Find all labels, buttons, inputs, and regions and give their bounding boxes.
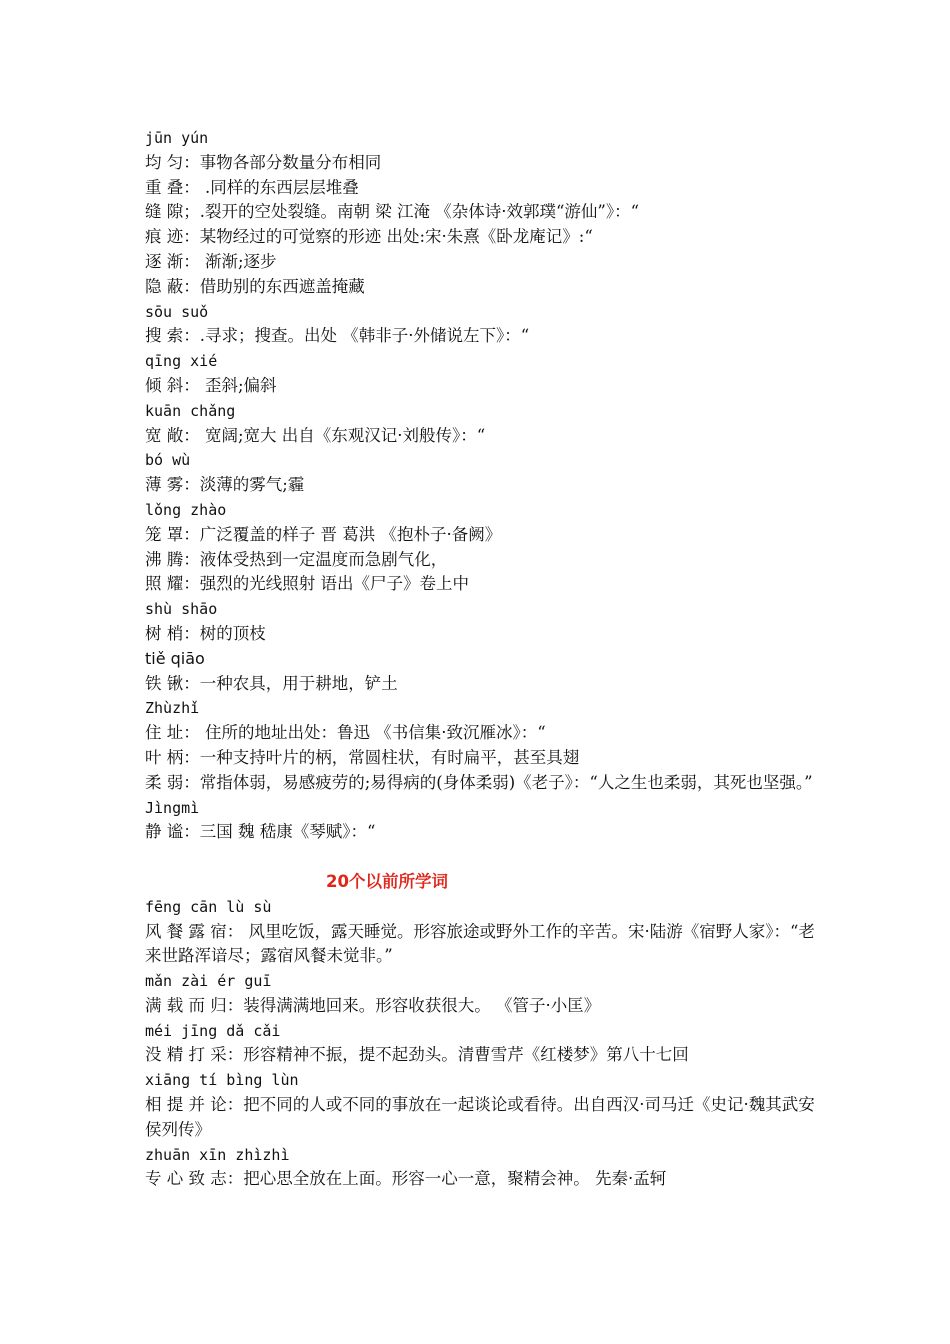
pinyin-line: sōu suǒ [145,302,209,321]
vocab-entry: 宽 敞： 宽阔;宽大 出自《东观汉记·刘般传》：“ [145,425,486,445]
vocab-entry: 均 匀：事物各部分数量分布相同 [145,152,382,172]
vocab-entry: 静 谧：三国 魏 嵇康《琴赋》：“ [145,822,376,842]
idiom-entry: 风 餐 露 宿： 风里吃饭，露天睡觉。形容旅途或野外工作的辛苦。宋·陆游《宿野人家》：“老来世路浑谙尽；露宿风餐未觉非。” [145,921,815,966]
vocabulary-list [145,126,815,1192]
vocab-entry: 痕 迹：某物经过的可觉察的形迹 出处:宋·朱熹《卧龙庵记》:“ [145,227,593,247]
vocab-entry: 搜 索：.寻求；搜查。出处 《韩非子·外储说左下》：“ [145,326,530,346]
section-title: 20个以前所学词 [326,871,448,891]
vocab-entry: 重 叠： .同样的东西层层堆叠 [145,177,359,197]
idiom-entry: 没 精 打 采：形容精神不振，提不起劲头。清曹雪芹《红楼梦》第八十七回 [145,1045,689,1065]
pinyin-line: kuān chǎng [145,401,236,420]
vocab-entry: 薄 雾：淡薄的雾气;霾 [145,475,305,495]
vocab-entry: 倾 斜： 歪斜;偏斜 [145,375,277,395]
vocab-entry: 笼 罩：广泛覆盖的样子 晋 葛洪 《抱朴子·备阙》 [145,524,502,544]
vocab-entry: 铁 锹：一种农具，用于耕地，铲土 [145,673,398,693]
vocab-entry: 隐 蔽：借助别的东西遮盖掩藏 [145,276,365,296]
pinyin-line: xiāng tí bìng lùn [145,1071,299,1090]
vocab-entry: 柔 弱：常指体弱，易感疲劳的;易得病的(身体柔弱)《老子》：“人之生也柔弱，其死也坚强。” [145,772,813,792]
pinyin-line: jūn yún [145,129,209,147]
idiom-entry: 相 提 并 论：把不同的人或不同的事放在一起谈论或看待。出自西汉·司马迁《史记·魏其武安侯列传》 [145,1095,815,1139]
vocab-entry: 照 耀：强烈的光线照射 语出《尸子》卷上中 [145,574,469,594]
pinyin-line: Zhùzhǐ [145,699,200,718]
pinyin-line: shù shāo [145,600,218,619]
vocab-entry: 树 梢：树的顶枝 [145,623,266,643]
pinyin-line: mǎn zài ér guī [145,972,272,991]
vocab-entry: 缝 隙；.裂开的空处裂缝。南朝 梁 江淹 《杂体诗·效郭璞“游仙”》：“ [145,202,640,222]
pinyin-line: zhuān xīn zhìzhì [145,1145,290,1164]
idiom-entry: 满 载 而 归：装得满满地回来。形容收获很大。 《管子·小匡》 [145,995,601,1015]
pinyin-line: lǒng zhào [145,500,227,519]
vocab-entry: 住 址： 住所的地址出处：鲁迅 《书信集·致沉雁冰》：“ [145,723,546,743]
idiom-entry: 专 心 致 志：把心思全放在上面。形容一心一意，聚精会神。 先秦·孟轲 [145,1169,667,1189]
vocab-entry: 逐 渐： 渐渐;逐步 [145,251,277,271]
vocab-entry: 叶 柄：一种支持叶片的柄，常圆柱状，有时扁平，甚至具翅 [145,747,580,767]
pinyin-line: Jìngmì [145,798,200,817]
spacer [145,845,815,870]
pinyin-line: qīng xié [145,352,218,371]
pinyin-line: fēng cān lù sù [145,897,272,916]
pinyin-line: bó wù [145,451,191,470]
pinyin-line: méi jīng dǎ cǎi [145,1021,281,1040]
pinyin-line: tiě qiāo [145,648,205,668]
vocab-entry: 沸 腾：液体受热到一定温度而急剧气化， [145,549,448,569]
